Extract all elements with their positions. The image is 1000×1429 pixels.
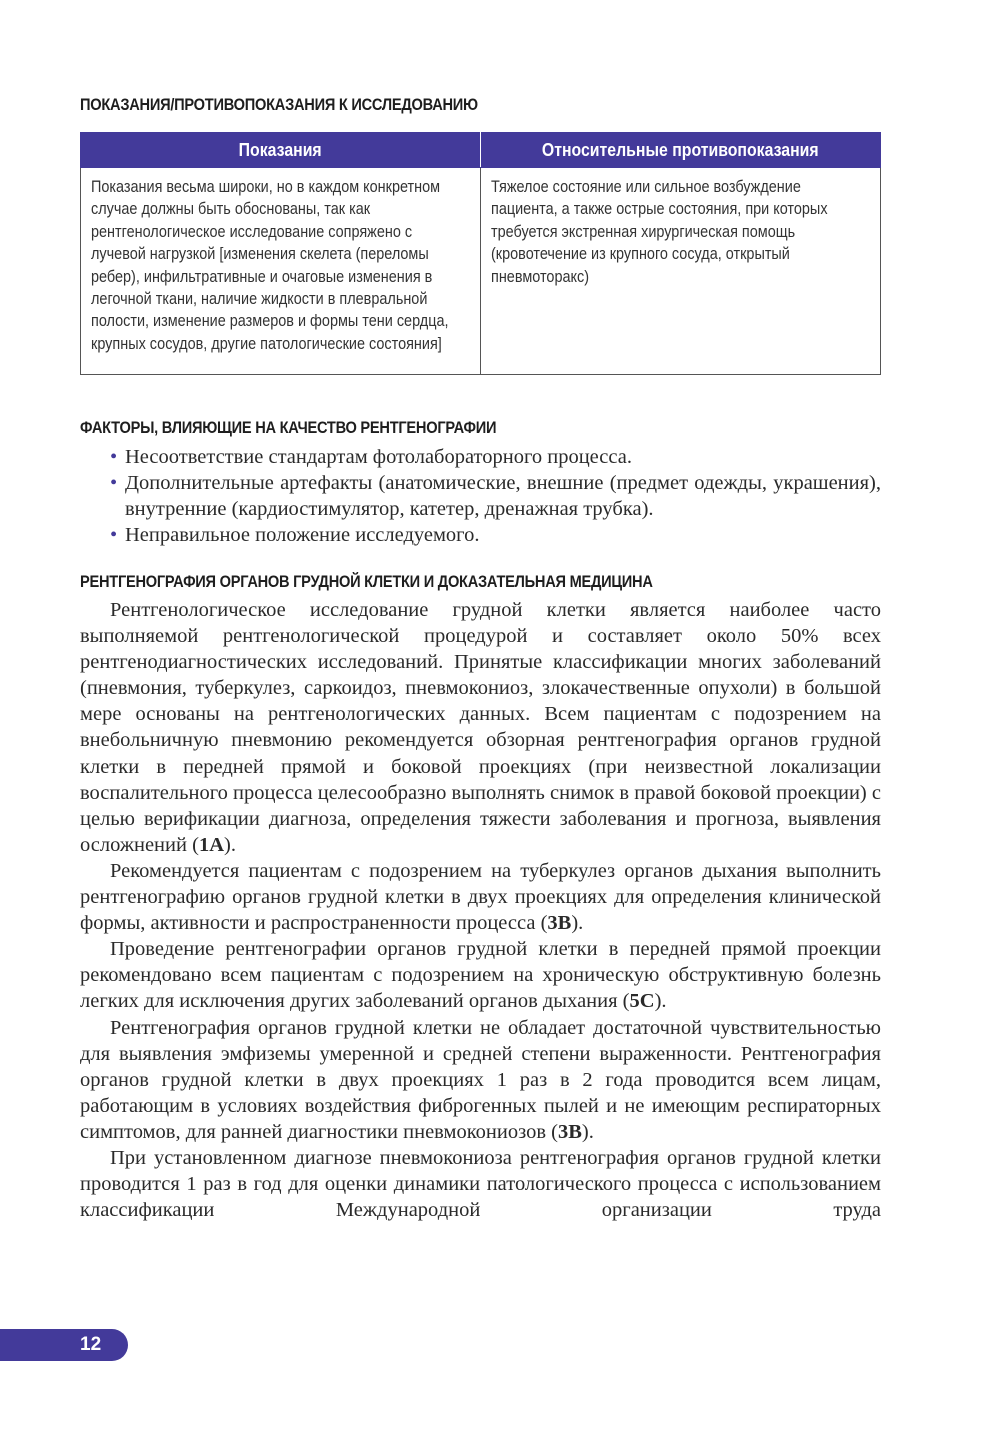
table-row xyxy=(81,168,881,375)
evidence-grade: 5С xyxy=(629,990,655,1013)
paragraph: Рентгенологическое исследование грудной клетки является наиболее часто выполняемой рентгенологической процедурой и составляет около 50% всех рентгенодиагностических исследований. Принятые классификации многих заболеваний (пневмония, туберкулез, саркоидоз, пневмокониоз, злокачественные опухоли) в большой мере основаны на рентгенологических данных. Всем пациентам с подозрением на внебольничную пневмонию рекомендуется обзорная рентгенография органов грудной клетки в передней прямой и боковой проекциях (при неизвестной локализации воспалительного процесса целесообразно выполнять снимок в правой боковой проекции) с целью верификации диагноза, определения тяжести заболевания и прогноза, выявления осложнений (1А). xyxy=(80,599,881,856)
list-item: • Несоответствие стандартам фотолабораторного процесса. xyxy=(110,446,632,468)
page-number: 12 xyxy=(80,1334,102,1355)
table-header-row xyxy=(81,133,881,168)
list-item: • Неправильное положение исследуемого. xyxy=(110,524,480,546)
contraindications-cell: Тяжелое состояние или сильное возбуждение пациента, а также острые состояния, при которых требуется экстренная хирургическая помощь (кровотечение из крупного сосуда, открытый пневмоторакс) xyxy=(481,168,881,375)
paragraph: Проведение рентгенографии органов грудной клетки в передней прямой проекции рекомендовано всем пациентам с подозрением на хроническую обструктивную болезнь легких для исключения других заболеваний органов дыхания (5С). xyxy=(80,938,881,1013)
list-item: • Дополнительные артефакты (анатомические, внешние (предмет одежды, украшения), внутренние (кардиостимулятор, катетер, дренажная трубка). xyxy=(110,472,881,520)
page-number-tab xyxy=(0,1329,128,1361)
bullet-icon: • xyxy=(110,446,118,468)
evidence-grade: 3В xyxy=(547,912,572,935)
paragraph: При установленном диагнозе пневмокониоза рентгенография органов грудной клетки проводится 1 раз в год для оценки динамики патологического процесса с использованием классификации Международной организации труда xyxy=(80,1146,881,1222)
factors-heading: ФАКТОРЫ, ВЛИЯЮЩИЕ НА КАЧЕСТВО РЕНТГЕНОГРАФИИ xyxy=(80,418,497,437)
contraindications-column-header: Относительные противопоказания xyxy=(481,133,881,168)
body-text xyxy=(80,597,881,1223)
evidence-grade: 1А xyxy=(198,833,224,856)
indications-table xyxy=(80,132,881,375)
paragraph: Рентгенография органов грудной клетки не обладает достаточной чувствительностью для выявления эмфиземы умеренной и средней степени выраженности. Рентгенография органов грудной клетки в двух проекциях 1 раз в 2 года проводится всем лицам, работающим в условиях воздействия фиброгенных пылей и не имеющим респираторных симптомов, для ранней диагностики пневмокониозов (3В). xyxy=(80,1016,881,1143)
bullet-icon: • xyxy=(110,472,118,494)
indications-cell: Показания весьма широки, но в каждом конкретном случае должны быть обоснованы, так как рентгенологическое исследование сопряжено с лучевой нагрузкой [изменения скелета (переломы ребер), инфильтративные и очаговые изменения в легочной ткани, наличие жидкости в плевральной полости, изменение размеров и формы тени сердца, крупных сосудов, другие патологические состояния] xyxy=(81,168,481,375)
xray-evidence-heading: РЕНТГЕНОГРАФИЯ ОРГАНОВ ГРУДНОЙ КЛЕТКИ И ДОКАЗАТЕЛЬНАЯ МЕДИЦИНА xyxy=(80,572,653,591)
evidence-grade: 3В xyxy=(557,1120,582,1143)
indications-column-header: Показания xyxy=(81,133,481,168)
indications-heading: ПОКАЗАНИЯ/ПРОТИВОПОКАЗАНИЯ К ИССЛЕДОВАНИЮ xyxy=(80,95,478,114)
factors-list xyxy=(80,444,881,548)
paragraph: Рекомендуется пациентам с подозрением на туберкулез органов дыхания выполнить рентгенографию органов грудной клетки в двух проекциях для определения клинической формы, активности и распространенности процесса (3В). xyxy=(80,859,881,935)
bullet-icon: • xyxy=(110,524,118,546)
